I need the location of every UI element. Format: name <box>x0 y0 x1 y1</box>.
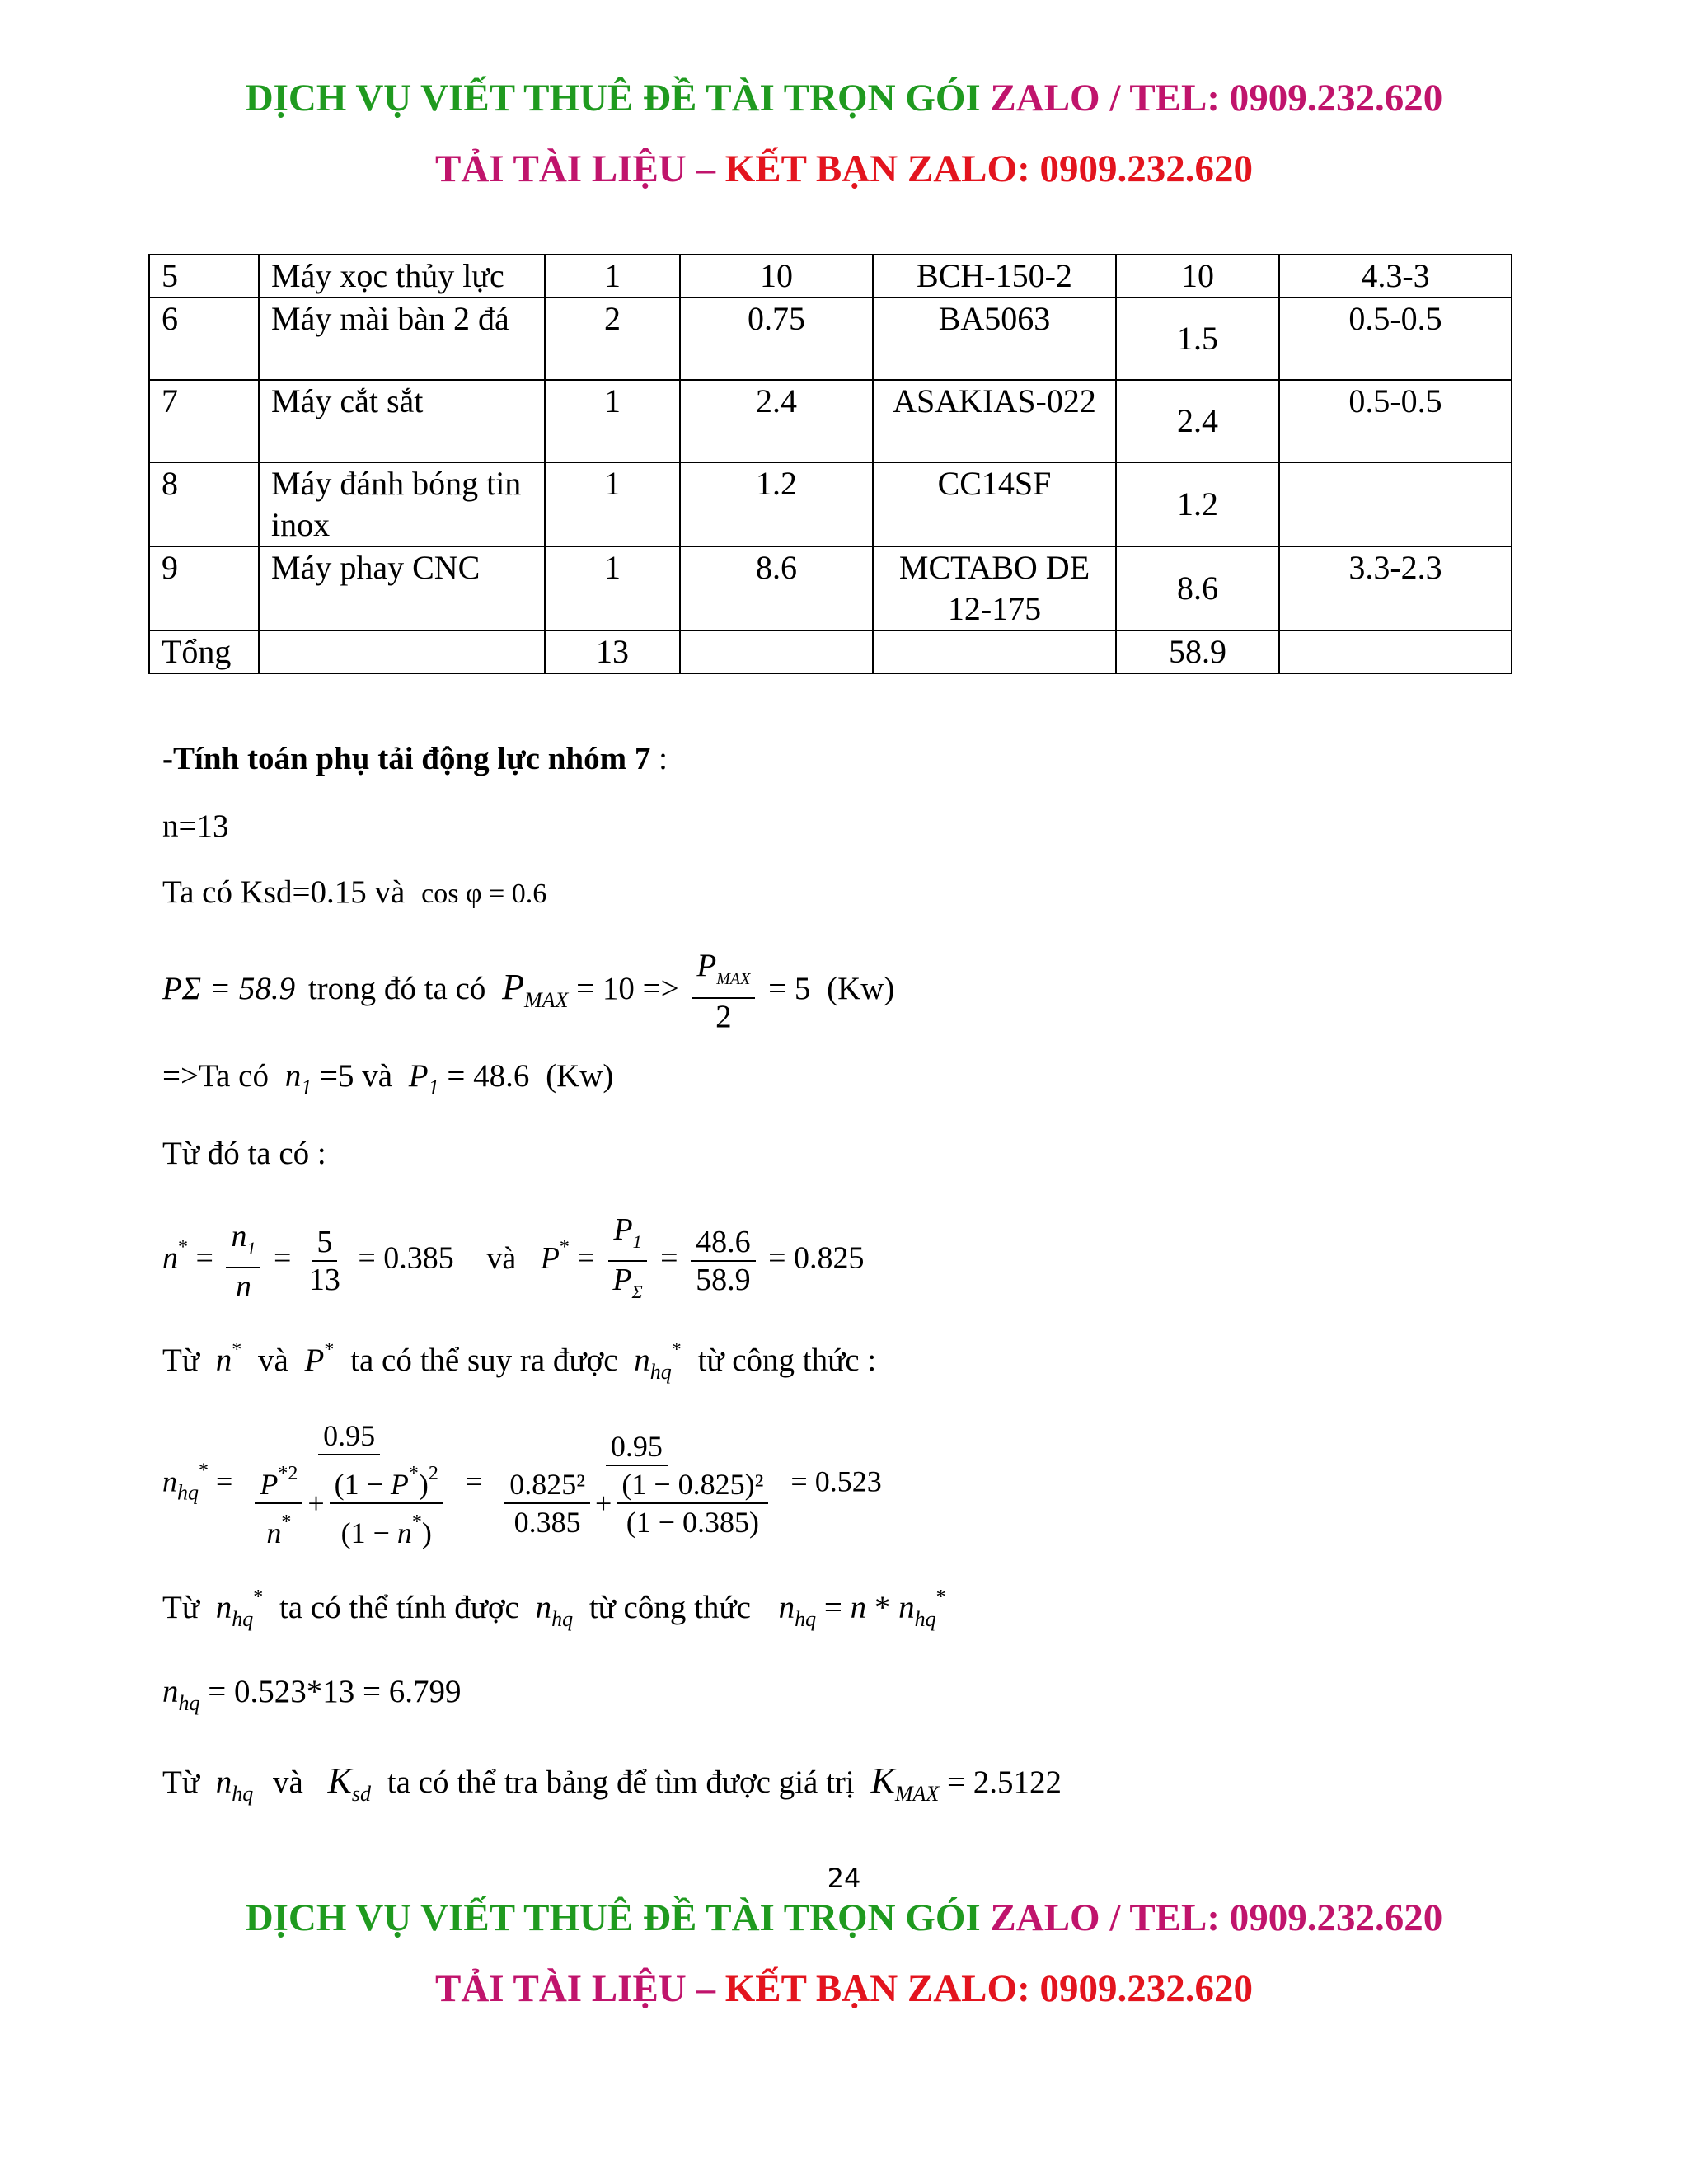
table-cell-dims: 0.5-0.5 <box>1279 380 1512 462</box>
page-number: 24 <box>827 1863 861 1894</box>
table-cell-power: 0.75 <box>680 298 873 380</box>
table-cell-stt: 9 <box>149 546 259 630</box>
footer-zalo-text: KẾT BẠN ZALO: 0909.232.620 <box>724 1967 1253 2010</box>
table-cell-qty: 1 <box>545 255 680 298</box>
table-cell-qty: 1 <box>545 462 680 546</box>
table-row <box>149 298 1512 380</box>
table-cell-code: BCH-150-2 <box>873 255 1116 298</box>
nhq-star-equation: $n_{hq}^*$ = 0.95 $\frac{P^{*2}}{n^*}$ + $\frac{(1 - P^*)^2}{(1 - n^*)}$ = 0.95 $\frac{\text{0.825²}}{0.385}$ + $\frac{\text{(1 − 0.825)²}}{(1 - 0.385)}$ = 0.523 <box>162 1419 882 1549</box>
total-cell-empty <box>873 630 1116 673</box>
total-cell-total: 58.9 <box>1116 630 1279 673</box>
table-cell-code: ASAKIAS-022 <box>873 380 1116 462</box>
table-cell-stt: 7 <box>149 380 259 462</box>
table-cell-name: Máy phay CNC <box>259 546 545 630</box>
table-cell-total: 8.6 <box>1116 546 1279 630</box>
table-cell-code: MCTABO DE 12-175 <box>873 546 1116 630</box>
header-download-text: TẢI TÀI LIỆU – <box>435 148 715 190</box>
section-heading: -Tính toán phụ tải động lực nhóm 7 : <box>162 741 668 776</box>
psum-expr: PΣ = 58.9 <box>162 970 296 1006</box>
table-total-row <box>149 630 1512 673</box>
table-cell-total: 2.4 <box>1116 380 1279 462</box>
pmax-half-fraction: $\frac{P_{MAX}}{2}$ <box>692 948 755 1035</box>
nhq-calc-line: $n_{hq} = 0.523*13 = 6.799$ <box>162 1674 462 1715</box>
n1-line: =>Ta có $n_1 =5$ và $P_1 = 48.6$ (Kw) <box>162 1058 614 1099</box>
footer-contact-text: ZALO / TEL: 0909.232.620 <box>990 1896 1443 1939</box>
header-contact-text: ZALO / TEL: 0909.232.620 <box>990 77 1443 120</box>
equipment-table <box>148 254 1512 674</box>
psum-line: PΣ = 58.9 trong đó ta có $P_{MAX} = 10$ => $\frac{P_{MAX}}{2}$ = 5 (Kw) <box>162 948 895 1034</box>
total-cell-label: Tổng <box>149 630 259 673</box>
total-cell-qty: 13 <box>545 630 680 673</box>
footer-banner-line1 <box>0 1896 1688 1940</box>
table-cell-total: 1.2 <box>1116 462 1279 546</box>
table-cell-dims: 3.3-2.3 <box>1279 546 1512 630</box>
table-row <box>149 255 1512 298</box>
footer-download-text: TẢI TÀI LIỆU – <box>435 1967 715 2010</box>
table-cell-dims <box>1279 462 1512 546</box>
table-cell-code: BA5063 <box>873 298 1116 380</box>
table-row <box>149 546 1512 630</box>
footer-banner-line2 <box>0 1966 1688 2011</box>
ksd-line: Ta có Ksd=0.15 và cos φ = 0.6 <box>162 874 547 910</box>
footer-service-text: DỊCH VỤ VIẾT THUÊ ĐỀ TÀI TRỌN GÓI <box>245 1896 981 1939</box>
derive-line: Từ n* và P* ta có thể suy ra được $n_{hq}^*$ từ công thức : <box>162 1339 877 1384</box>
table-cell-stt: 5 <box>149 255 259 298</box>
from-that-line: Từ đó ta có : <box>162 1136 326 1171</box>
header-zalo-text: KẾT BẠN ZALO: 0909.232.620 <box>724 148 1253 190</box>
nstar-pstar-equation: n* = $\frac{n_1}{n}$ = $\frac{5}{13}$ = 0.385 và P* = $\frac{P_1}{P_\Sigma}$ = $\frac{48.6}{58.9}$ = 0.825 <box>162 1212 865 1304</box>
header-banner-line1 <box>0 76 1688 120</box>
table-cell-name: Máy mài bàn 2 đá <box>259 298 545 380</box>
table-cell-qty: 1 <box>545 546 680 630</box>
table-cell-total: 10 <box>1116 255 1279 298</box>
kmax-lookup-line: Từ $n_{hq}$ và $K_{sd}$ ta có thể tra bảng để tìm được giá trị $K_{MAX} = 2.5122$ <box>162 1760 1062 1806</box>
table-row <box>149 462 1512 546</box>
table-cell-power: 1.2 <box>680 462 873 546</box>
table-cell-stt: 6 <box>149 298 259 380</box>
table-cell-power: 2.4 <box>680 380 873 462</box>
total-cell-empty <box>680 630 873 673</box>
table-cell-stt: 8 <box>149 462 259 546</box>
table-cell-dims: 4.3-3 <box>1279 255 1512 298</box>
calc-line: Từ $n_{hq}^*$ ta có thể tính được $n_{hq}$ từ công thức $n_{hq} = n * n_{hq}^*$ <box>162 1586 946 1631</box>
cos-phi-expr: cos φ = 0.6 <box>421 879 547 909</box>
total-cell-empty <box>1279 630 1512 673</box>
table-cell-name: Máy đánh bóng tin inox <box>259 462 545 546</box>
header-banner-line2 <box>0 147 1688 191</box>
table-cell-code: CC14SF <box>873 462 1116 546</box>
table-cell-qty: 1 <box>545 380 680 462</box>
header-service-text: DỊCH VỤ VIẾT THUÊ ĐỀ TÀI TRỌN GÓI <box>245 77 981 120</box>
table-cell-name: Máy xọc thủy lực <box>259 255 545 298</box>
table-cell-dims: 0.5-0.5 <box>1279 298 1512 380</box>
table-cell-power: 8.6 <box>680 546 873 630</box>
total-cell-empty <box>259 630 545 673</box>
table-cell-total: 1.5 <box>1116 298 1279 380</box>
table-cell-name: Máy cắt sắt <box>259 380 545 462</box>
table-cell-power: 10 <box>680 255 873 298</box>
table-row <box>149 380 1512 462</box>
table-cell-qty: 2 <box>545 298 680 380</box>
n-value-line: n=13 <box>162 808 229 844</box>
